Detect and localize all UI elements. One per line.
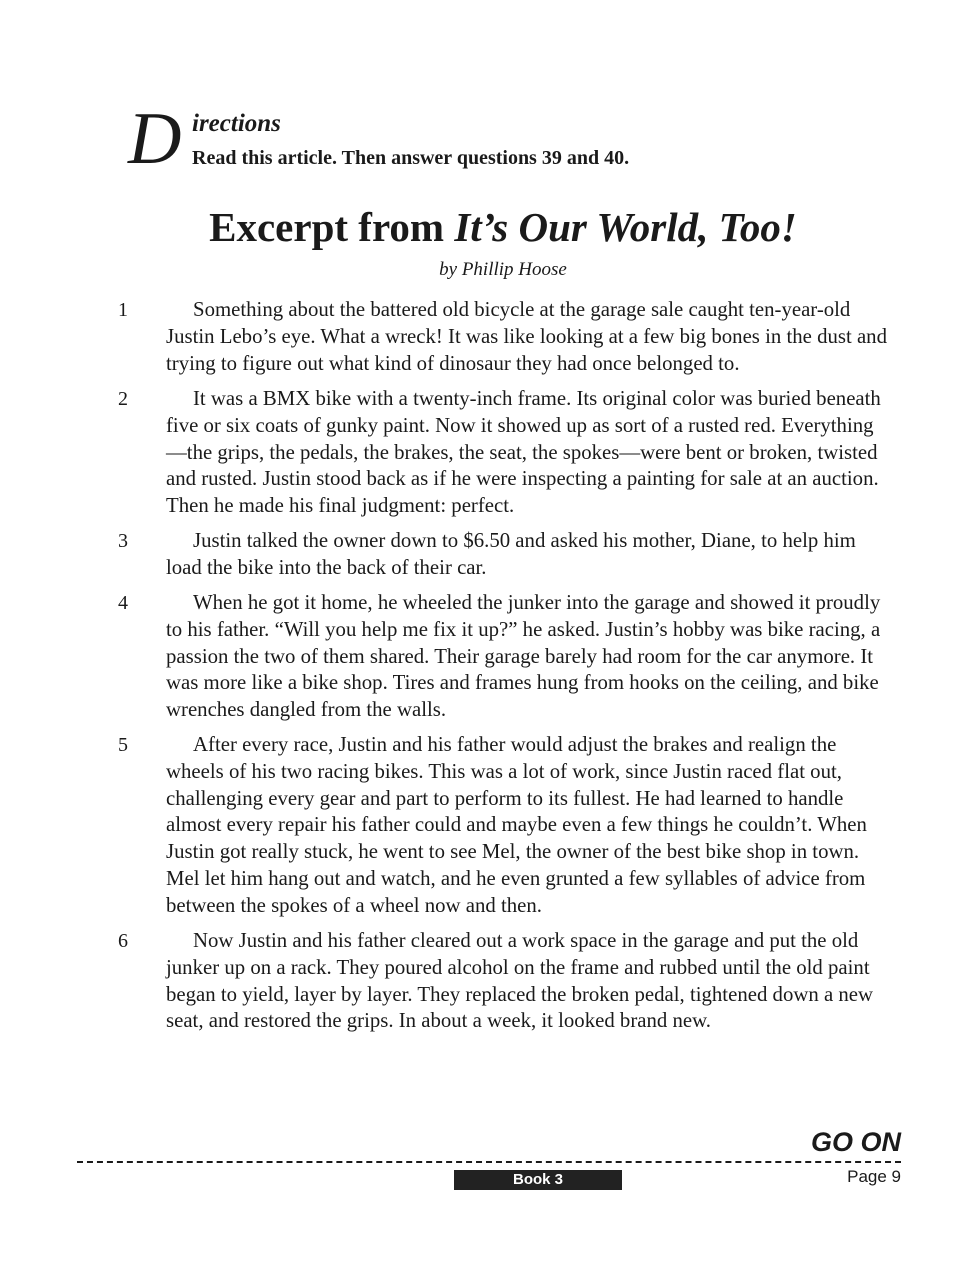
article-title <box>0 202 979 252</box>
go-on-label: GO ON <box>810 1127 901 1157</box>
footer-divider <box>77 1161 901 1163</box>
paragraph-text: Justin talked the owner down to $6.50 and asked his mother, Diane, to help him load the bike into the back of their car. <box>166 529 856 579</box>
paragraph-text: Now Justin and his father cleared out a work space in the garage and put the old junker up on a rack. They poured alcohol on the frame and rubbed until the old paint began to yield, layer by layer. They replaced the broken pedal, tightened down a new seat, and restored the grips. In about a week, it looked brand new. <box>166 929 874 1033</box>
paragraph-number: 2 <box>118 388 128 410</box>
paragraph-number: 3 <box>118 530 128 552</box>
paragraph-text: After every race, Justin and his father would adjust the brakes and realign the wheels of his two racing bikes. This was a lot of work, since Justin raced flat out, challenging every gear and part to perform to its fullest. He had learned to handle almost every repair his father could and maybe even a few things he couldn’t. When Justin got really stuck, he went to see Mel, the owner of the best bike shop in town. Mel let him hang out and watch, and he even grunted a few syllables of advice from between the spokes of a wheel now and then. <box>166 733 867 917</box>
paragraph-number: 5 <box>118 734 128 756</box>
article-title-prefix: Excerpt from <box>209 204 455 250</box>
paragraph-number: 1 <box>118 299 128 321</box>
paragraph-text: It was a BMX bike with a twenty-inch frame. Its original color was buried beneath five or six coats of gunky paint. Now it showed up as sort of a rusted red. Everything—the grips, the pedals, the brakes, the seat, the spokes—were bent or broken, twisted and rusted. Justin stood back as if he were inspecting a painting for sale at an auction. Then he made his final judgment: perfect. <box>166 387 881 518</box>
paragraph-text: Something about the battered old bicycle at the garage sale caught ten-year-old Justin Lebo’s eye. What a wreck! It was like looking at a few big bones in the dust and trying to figure out what kind of dinosaur they had once belonged to. <box>166 298 887 375</box>
directions-instruction: Read this article. Then answer questions 39 and 40. <box>192 147 630 169</box>
paragraph-text: When he got it home, he wheeled the junker into the garage and showed it proudly to his father. “Will you help me fix it up?” he asked. Justin’s hobby was bike racing, a passion the two of them shared. Their garage barely had room for the car anymore. It was more like a bike shop. Tires and frames hung from hooks on the ceiling, and bike wrenches dangled from the walls. <box>166 591 881 722</box>
paragraph-number: 6 <box>118 930 128 952</box>
directions-label: irections <box>192 110 281 137</box>
book-label: Book 3 <box>454 1170 622 1190</box>
article-title-italic: It’s Our World, Too! <box>454 204 797 250</box>
paragraph-number: 4 <box>118 592 128 614</box>
directions-drop-cap: D <box>128 98 182 180</box>
directions-header <box>128 98 828 182</box>
page-number: Page 9 <box>847 1167 901 1186</box>
article-byline: by Phillip Hoose <box>439 259 567 280</box>
